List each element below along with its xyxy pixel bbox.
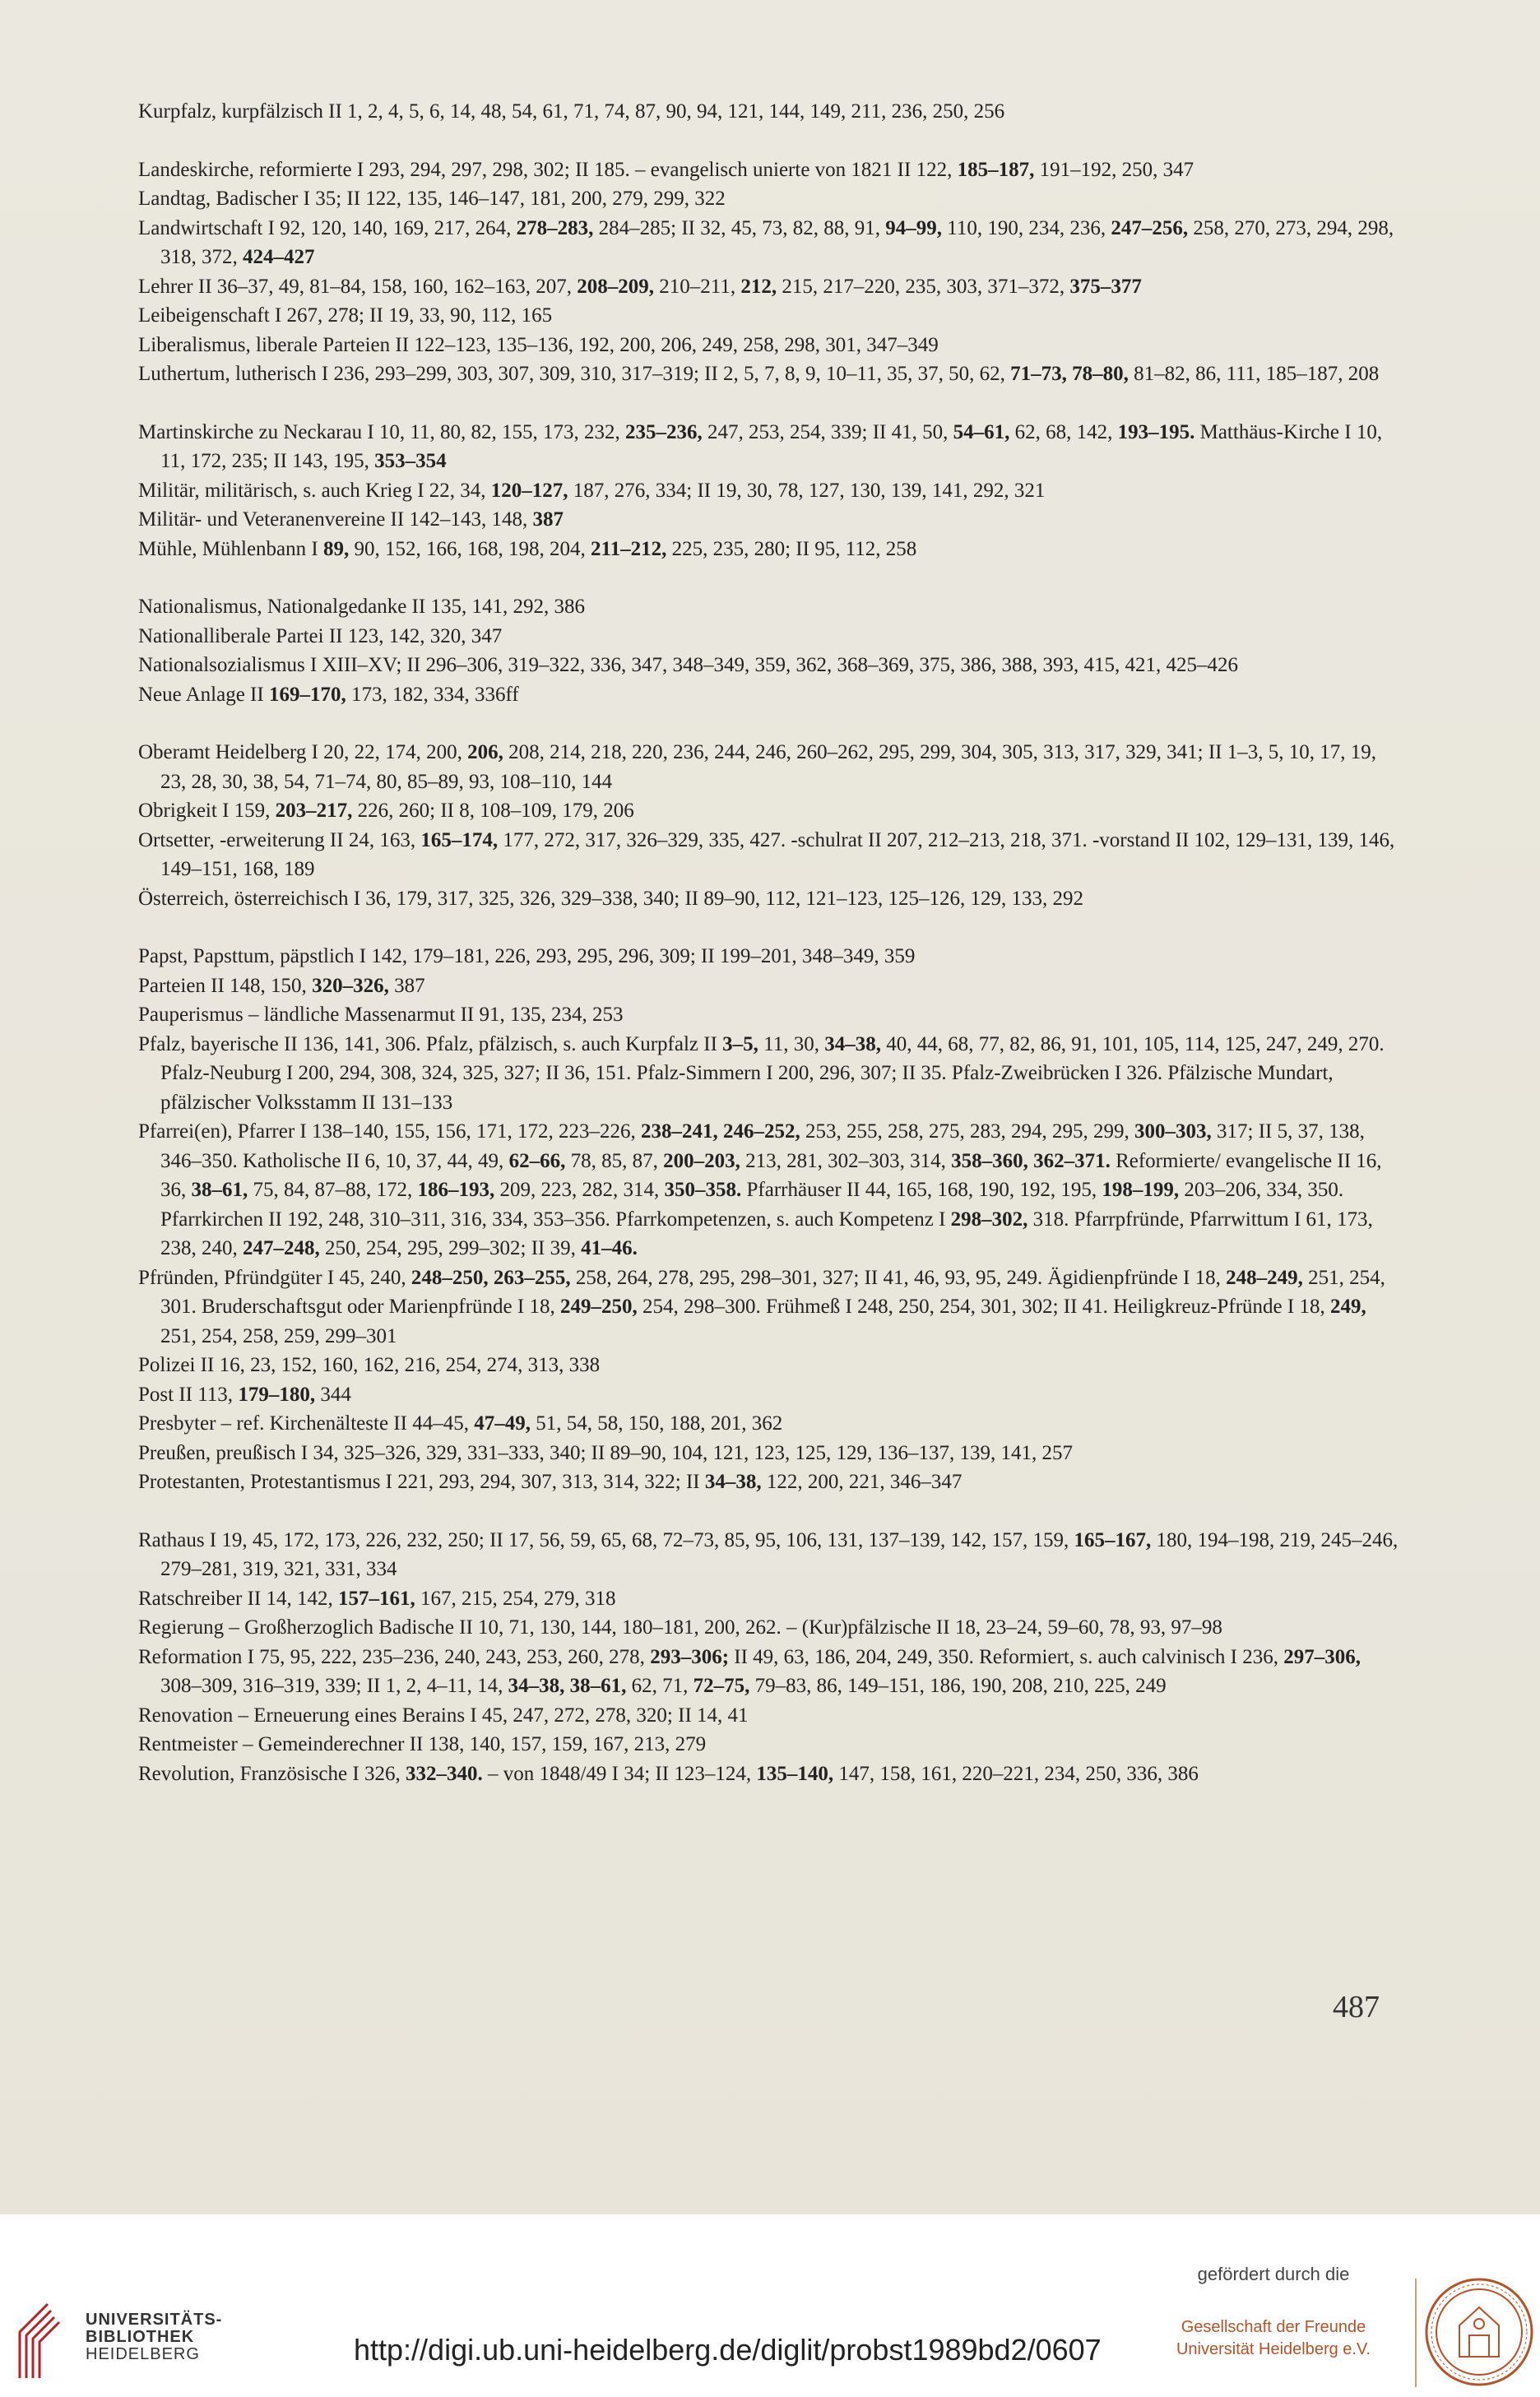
index-letter-group xyxy=(138,155,1405,389)
index-entry: Regierung – Großherzoglich Badische II 10, 71, 130, 144, 180–181, 200, 262. – (Kur)pfälzische II 18, 23–24, 59–60, 78, 93, 97–98 xyxy=(138,1616,1222,1639)
index-entry: Obrigkeit I 159, 203–217, 226, 260; II 8, 108–109, 179, 206 xyxy=(138,800,634,822)
index-entry: Neue Anlage II 169–170, 173, 182, 334, 336ff xyxy=(138,683,519,706)
sponsor-name-line1: Gesellschaft der Freunde xyxy=(1181,2318,1366,2336)
index-entry: Pfründen, Pfründgüter I 45, 240, 248–250, 263–255, 258, 264, 278, 295, 298–301, 327; II 41, 46, 93, 95, 249. Ägidienpfründe I 18, 248–249, 251, 254, 301. Bruderschaftsgut oder Marienpfründe I 18, 249–250, 254, 298–300. Frühmeß I 248, 250, 254, 301, 302; II 41. Heiligkreuz-Pfründe I 18, 249, 251, 254, 258, 259, 299–301 xyxy=(138,1266,1385,1347)
index-entry: Rathaus I 19, 45, 172, 173, 226, 232, 250; II 17, 56, 59, 65, 68, 72–73, 85, 95, 106, 131, 137–139, 142, 157, 159, 165–167, 180, 194–198, 219, 245–246, 279–281, 319, 321, 331, 334 xyxy=(138,1528,1399,1580)
index-entry: Ratschreiber II 14, 142, 157–161, 167, 215, 254, 279, 318 xyxy=(138,1587,616,1610)
index-entry: Lehrer II 36–37, 49, 81–84, 158, 160, 162–163, 207, 208–209, 210–211, 212, 215, 217–220, 235, 303, 371–372, 375–377 xyxy=(138,275,1142,298)
index-entry: Landeskirche, reformierte I 293, 294, 297, 298, 302; II 185. – evangelisch unierte von 1821 II 122, 185–187, 191–192, 250, 347 xyxy=(138,158,1194,181)
index-content xyxy=(138,97,1405,1817)
index-entry: Nationalismus, Nationalgedanke II 135, 141, 292, 386 xyxy=(138,596,585,618)
index-letter-group xyxy=(138,738,1405,913)
index-entry: Nationalsozialismus I XIII–XV; II 296–306, 319–322, 336, 347, 348–349, 359, 362, 368–369, 375, 386, 388, 393, 415, 421, 425–426 xyxy=(138,654,1238,676)
index-entry: Papst, Papsttum, päpstlich I 142, 179–181, 226, 293, 295, 296, 309; II 199–201, 348–349, 359 xyxy=(138,945,916,967)
university-seal-icon xyxy=(1423,2276,1535,2388)
library-logo-icon xyxy=(15,2299,76,2381)
index-letter-group xyxy=(138,97,1405,127)
index-entry: Renovation – Erneuerung eines Berains I 45, 247, 272, 278, 320; II 14, 41 xyxy=(138,1704,749,1727)
index-entry: Militär, militärisch, s. auch Krieg I 22, 34, 120–127, 187, 276, 334; II 19, 30, 78, 127, 130, 139, 141, 292, 321 xyxy=(138,479,1046,502)
index-entry: Protestanten, Protestantismus I 221, 293, 294, 307, 313, 314, 322; II 34–38, 122, 200, 221, 346–347 xyxy=(138,1471,962,1493)
index-entry: Polizei II 16, 23, 152, 160, 162, 216, 254, 274, 313, 338 xyxy=(138,1354,601,1376)
library-name-line2: BIBLIOTHEK xyxy=(86,2328,195,2346)
index-entry: Militär- und Veteranenvereine II 142–143, 148, 387 xyxy=(138,508,564,531)
index-entry: Post II 113, 179–180, 344 xyxy=(138,1383,351,1406)
index-entry: Preußen, preußisch I 34, 325–326, 329, 331–333, 340; II 89–90, 104, 121, 123, 125, 129, 136–137, 139, 141, 257 xyxy=(138,1441,1074,1464)
index-entry: Liberalismus, liberale Parteien II 122–123, 135–136, 192, 200, 206, 249, 258, 298, 301, 347–349 xyxy=(138,333,939,356)
index-letter-group xyxy=(138,1526,1405,1789)
index-entry: Österreich, österreichisch I 36, 179, 317, 325, 326, 329–338, 340; II 89–90, 112, 121–123, 125–126, 129, 133, 292 xyxy=(138,887,1083,910)
index-entry: Presbyter – ref. Kirchenälteste II 44–45, 47–49, 51, 54, 58, 150, 188, 201, 362 xyxy=(138,1412,783,1435)
index-entry: Pauperismus – ländliche Massenarmut II 91, 135, 234, 253 xyxy=(138,1004,624,1026)
index-letter-group xyxy=(138,592,1405,709)
index-entry: Reformation I 75, 95, 222, 235–236, 240, 243, 253, 260, 278, 293–306; II 49, 63, 186, 204, 249, 350. Reformiert, s. auch calvinisch I 236, 297–306, 308–309, 316–319, 339; II 1, 2, 4–11, 14, 34–38, 38–61, 62, 71, 72–75, 79–83, 86, 149–151, 186, 190, 208, 210, 225, 249 xyxy=(138,1645,1361,1697)
index-entry: Luthertum, lutherisch I 236, 293–299, 303, 307, 309, 310, 317–319; II 2, 5, 7, 8, 9, 10–11, 35, 37, 50, 62, 71–73, 78–80, 81–82, 86, 111, 185–187, 208 xyxy=(138,363,1380,385)
index-entry: Martinskirche zu Neckarau I 10, 11, 80, 82, 155, 173, 232, 235–236, 247, 253, 254, 339; II 41, 50, 54–61, 62, 68, 142, 193–195. Matthäus-Kirche I 10, 11, 172, 235; II 143, 195, 353–354 xyxy=(138,420,1383,472)
index-letter-group xyxy=(138,942,1405,1497)
index-entry: Landtag, Badischer I 35; II 122, 135, 146–147, 181, 200, 279, 299, 322 xyxy=(138,188,726,210)
index-entry: Landwirtschaft I 92, 120, 140, 169, 217, 264, 278–283, 284–285; II 32, 45, 73, 82, 88, 91, 94–99, 110, 190, 234, 236, 247–256, 258, 270, 273, 294, 298, 318, 372, 424–427 xyxy=(138,216,1394,268)
index-entry: Nationalliberale Partei II 123, 142, 320, 347 xyxy=(138,624,503,647)
library-name xyxy=(86,2311,222,2363)
index-entry: Rentmeister – Gemeinderechner II 138, 140, 157, 159, 167, 213, 279 xyxy=(138,1733,707,1755)
sponsor-block xyxy=(1142,2264,1405,2361)
index-entry: Revolution, Französische I 326, 332–340. – von 1848/49 I 34; II 123–124, 135–140, 147, 158, 161, 220–221, 234, 250, 336, 386 xyxy=(138,1762,1199,1785)
page-number: 487 xyxy=(1333,1990,1380,2024)
index-entry: Pfalz, bayerische II 136, 141, 306. Pfalz, pfälzisch, s. auch Kurpfalz II 3–5, 11, 30, 34–38, 40, 44, 68, 77, 82, 86, 91, 101, 105, 114, 125, 247, 249, 270. Pfalz-Neuburg I 200, 294, 308, 324, 325, 327; II 36, 151. Pfalz-Simmern I 200, 296, 307; II 35. Pfalz-Zweibrücken I 326. Pfälzische Mundart, pfälzischer Volksstamm II 131–133 xyxy=(138,1032,1385,1114)
index-entry: Mühle, Mühlenbann I 89, 90, 152, 166, 168, 198, 204, 211–212, 225, 235, 280; II 95, 112, 258 xyxy=(138,537,917,560)
library-name-line1: UNIVERSITÄTS- xyxy=(86,2311,223,2329)
index-entry: Leibeigenschaft I 267, 278; II 19, 33, 90, 112, 165 xyxy=(138,304,553,327)
sponsor-lead: gefördert durch die xyxy=(1197,2264,1350,2284)
index-entry: Pfarrei(en), Pfarrer I 138–140, 155, 156, 171, 172, 223–226, 238–241, 246–252, 253, 255, 258, 275, 283, 294, 295, 299, 300–303, 317; II 5, 37, 138, 346–350. Katholische II 6, 10, 37, 44, 49, 62–66, 78, 85, 87, 200–203, 213, 281, 302–303, 314, 358–360, 362–371. Reformierte/ evangelische II 16, 36, 38–61, 75, 84, 87–88, 172, 186–193, 209, 223, 282, 314, 350–358. Pfarrhäuser II 44, 165, 168, 190, 192, 195, 198–199, 203–206, 334, 350. Pfarrkirchen II 192, 248, 310–311, 316, 334, 353–356. Pfarrkompetenzen, s. auch Kompetenz I 298–302, 318. Pfarrpfründe, Pfarrwittum I 61, 173, 238, 240, 247–248, 250, 254, 295, 299–302; II 39, 41–46. xyxy=(138,1120,1382,1259)
index-entry: Kurpfalz, kurpfälzisch II 1, 2, 4, 5, 6, 14, 48, 54, 61, 71, 74, 87, 90, 94, 121, 144, 149, 211, 236, 250, 256 xyxy=(138,100,1005,123)
sponsor-name-line2: Universität Heidelberg e.V. xyxy=(1176,2340,1371,2358)
index-entry: Parteien II 148, 150, 320–326, 387 xyxy=(138,974,425,997)
sponsor-divider xyxy=(1415,2279,1417,2387)
index-entry: Ortsetter, -erweiterung II 24, 163, 165–174, 177, 272, 317, 326–329, 335, 427. -schulrat II 207, 212–213, 218, 371. -vorstand II 102, 129–131, 139, 146, 149–151, 168, 189 xyxy=(138,828,1395,880)
index-entry: Oberamt Heidelberg I 20, 22, 174, 200, 206, 208, 214, 218, 220, 236, 244, 246, 260–262, 295, 299, 304, 305, 313, 317, 329, 341; II 1–3, 5, 10, 17, 19, 23, 28, 30, 38, 54, 71–74, 80, 85–89, 93, 108–110, 144 xyxy=(138,741,1377,793)
index-letter-group xyxy=(138,418,1405,564)
library-name-line3: HEIDELBERG xyxy=(86,2345,200,2363)
permalink-url[interactable]: http://digi.ub.uni-heidelberg.de/diglit/probst1989bd2/0607 xyxy=(354,2333,1102,2367)
